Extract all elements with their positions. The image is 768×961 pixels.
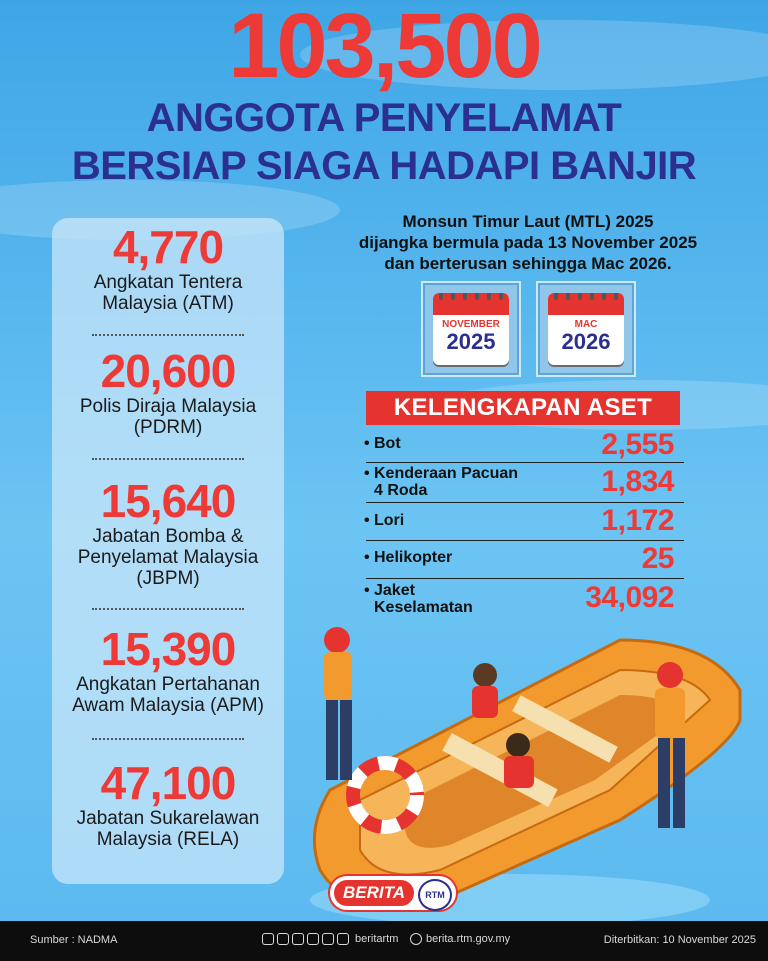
published-date: Diterbitkan: 10 November 2025 [603,934,756,946]
asset-name: • Kenderaan Pacuan 4 Roda [374,465,518,499]
agency-count: 15,640 [100,475,236,527]
globe-icon [410,933,422,945]
agency-stat-pdrm [52,346,284,438]
agency-count: 4,770 [112,221,224,273]
agency-name: Jabatan Bomba & Penyelamat Malaysia (JBPM) [77,526,259,589]
headline-number: 103,500 [228,0,540,97]
agency-panel [52,218,284,884]
website-link[interactable] [410,933,510,945]
calendar-icon [548,293,624,365]
website-url[interactable]: berita.rtm.gov.my [426,933,511,945]
asset-count: 1,172 [601,504,674,537]
asset-row-4wd [366,462,684,503]
agency-count: 20,600 [100,345,236,397]
headline-line-2: BERSIAP SIAGA HADAPI BANJIR [71,144,697,188]
agency-stat-jbpm [52,476,284,589]
facebook-icon[interactable] [262,933,274,945]
asset-name: • Jaket Keselamatan [374,582,473,616]
agency-stat-atm [52,222,284,314]
asset-row-bot [366,428,684,463]
headline-line-1: ANGGOTA PENYELAMAT [146,96,622,140]
calendar-year: 2026 [561,329,611,354]
divider [92,334,244,336]
asset-name: • Bot [374,435,401,452]
divider [92,738,244,740]
social-handle[interactable]: beritartm [355,933,399,945]
calendar-month: MAC [574,319,598,330]
instagram-icon[interactable] [277,933,289,945]
asset-count: 1,834 [601,465,674,498]
logo-text: BERITA [334,880,414,906]
calendar-icon [433,293,509,365]
footer-bar [0,921,768,961]
asset-row-helikopter [366,540,684,579]
agency-name: Angkatan Pertahanan Awam Malaysia (APM) [72,674,264,716]
agency-stat-apm [52,624,284,716]
asset-row-lori [366,502,684,541]
agency-count: 15,390 [100,623,236,675]
monsoon-info: Monsun Timur Laut (MTL) 2025 dijangka bermula pada 13 November 2025 dan berterusan sehingga Mac 2026. [358,212,698,273]
x-icon[interactable] [292,933,304,945]
berita-rtm-logo [330,876,456,910]
agency-name: Angkatan Tentera Malaysia (ATM) [93,272,243,314]
threads-icon[interactable] [337,933,349,945]
asset-name: • Lori [374,512,404,529]
youtube-icon[interactable] [322,933,334,945]
source-credit: Sumber : NADMA [30,934,118,946]
tiktok-icon[interactable] [307,933,319,945]
asset-count: 34,092 [585,581,674,614]
agency-name: Jabatan Sukarelawan Malaysia (RELA) [76,808,260,850]
agency-stat-rela [52,758,284,850]
calendar-tile-start [421,281,521,377]
divider [92,608,244,610]
divider [92,458,244,460]
asset-count: 2,555 [601,428,674,461]
agency-count: 47,100 [100,757,236,809]
social-links [262,933,398,945]
calendar-month: NOVEMBER [442,319,500,330]
rtm-badge: RTM [418,879,452,911]
assets-title: KELENGKAPAN ASET [366,391,680,425]
calendar-year: 2025 [446,329,496,354]
agency-name: Polis Diraja Malaysia (PDRM) [79,396,257,438]
asset-count: 25 [641,542,674,575]
asset-name: • Helikopter [374,549,452,566]
calendar-tile-end [536,281,636,377]
